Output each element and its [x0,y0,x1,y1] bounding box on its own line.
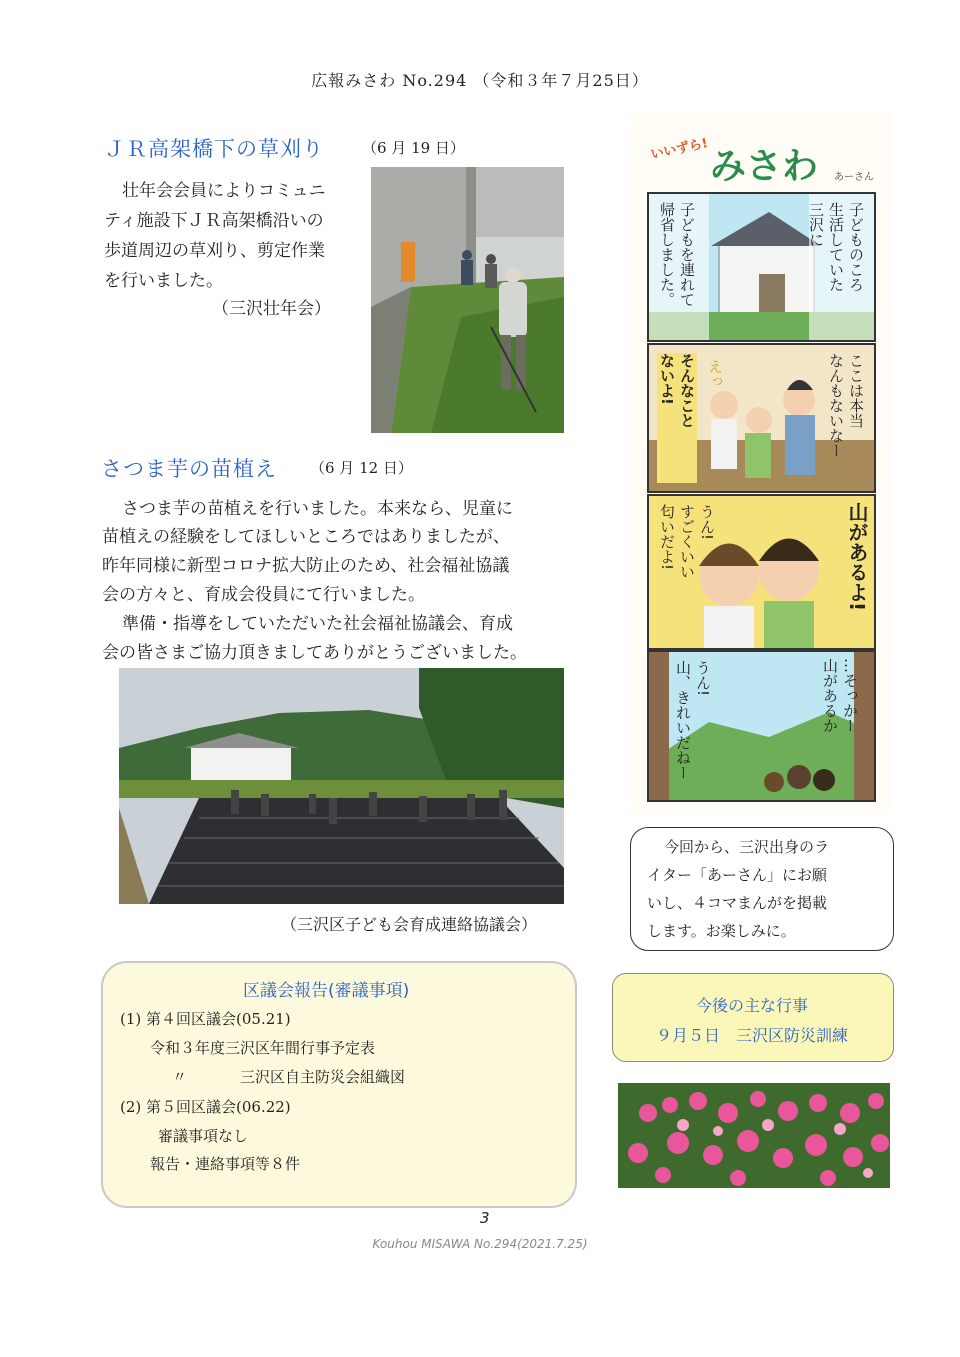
note-line-3: いし、４コマまんがを掲載 [647,894,828,912]
manga-title: みさわ [710,146,819,187]
report-item-2: (2) 第５回区議会(06.22) [120,1098,291,1116]
report-ditto-mark: 〃 [172,1068,188,1086]
article1-line-4: を行いました。 [104,271,223,291]
panel3-line-3: すごくいい [678,504,696,579]
events-item: ９月５日 三沢区防災訓練 [655,1026,848,1045]
manga-panel-3 [647,494,876,650]
page-header: 広報みさわ No.294 （令和３年７月25日） [311,71,649,90]
manga-author: あーさん [834,172,874,183]
panel4-line-3: うん! [694,660,712,697]
panel1-line-5: 帰省しました。 [658,202,676,307]
panel4-line-2: 山があるか [821,658,839,733]
panel1-line-3: 三沢に [807,202,825,247]
panel1-line-4: 子どもを連れて [678,202,696,307]
panel1-line-2: 生活していた [827,202,845,292]
upcoming-events-box [612,973,894,1062]
manga-title-small: いいずら! [649,136,710,163]
report-item-1-detail-2: 三沢区自主防災会組織図 [240,1068,406,1086]
article1-line-1: 壮年会会員によりコミュニ [122,181,326,201]
article1-line-3: 歩道周辺の草刈り、剪定作業 [104,241,325,261]
article2-credit: （三沢区子ども会育成連絡協議会） [281,915,538,934]
report-item-1-detail-1: 令和３年度三沢区年間行事予定表 [150,1039,376,1057]
panel4-line-1: …そっかー [841,658,859,733]
panel2-line-4: そんなこと [678,353,696,428]
article2-line-4: 会の方々と、育成会役員にて行いました。 [102,585,425,605]
manga-panel-1 [647,192,876,342]
panel1-line-1: 子どものころ [847,202,865,292]
article2-line-3: 昨年同様に新型コロナ拡大防止のため、社会福祉協議 [102,556,510,576]
manga-panel-4 [647,650,876,802]
grass-cutting-photo [371,167,564,433]
panel2-line-2: なんもないなー [827,353,845,458]
panel4-line-4: 山、きれいだねー [674,660,692,780]
note-line-2: イター「あーさん」にお願 [647,866,828,884]
footer-text: Kouhou MISAWA No.294(2021.7.25) [372,1237,588,1251]
page-number: 3 [480,1209,490,1227]
panel2-exclaim: えっ [706,359,724,389]
article2-line-6: 会の皆さまご協力頂きましてありがとうございました。 [102,643,527,663]
events-title: 今後の主な行事 [695,996,808,1015]
panel2-line-5: ないよ! [658,353,676,405]
panel3-line-2: うん! [698,504,716,541]
article1-credit: （三沢壮年会） [212,299,331,319]
article2-line-2: 苗植えの経験をしてほしいところではありましたが、 [102,527,510,547]
article2-line-5: 準備・指導をしていただいた社会福祉協議会、育成 [122,614,513,634]
article1-line-2: ティ施設下ＪＲ高架橋沿いの [104,211,324,231]
panel3-line-4: 匂いだよ! [658,504,676,571]
article2-line-1: さつま芋の苗植えを行いました。本来なら、児童に [122,499,513,519]
article1-date: （6 月 19 日） [362,139,465,157]
article2-date: （6 月 12 日） [310,459,413,477]
report-item-2-detail-2: 報告・連絡事項等８件 [150,1155,301,1173]
report-item-1: (1) 第４回区議会(05.21) [120,1010,291,1028]
azalea-photo [618,1083,890,1188]
article1-title: ＪＲ高架橋下の草刈り [104,137,324,161]
planting-field-photo [119,668,564,904]
article2-title: さつま芋の苗植え [101,457,277,481]
panel3-line-1: 山があるよ! [845,502,869,612]
note-line-4: します。お楽しみに。 [647,922,796,940]
report-item-2-detail-1: 審議事項なし [158,1127,249,1145]
panel2-line-1: ここは本当 [847,353,865,428]
manga-panel-2 [647,343,876,493]
council-report-title: 区議会報告(審議事項) [243,981,410,1001]
note-line-1: 今回から、三沢出身のラ [664,838,830,856]
